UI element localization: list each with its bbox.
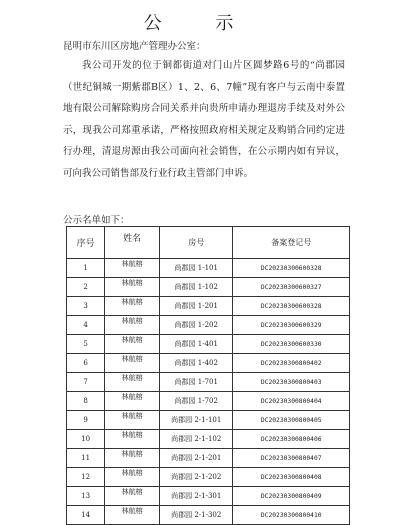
cell-seq: 4 xyxy=(67,316,105,335)
header-name: 姓名 xyxy=(105,227,160,259)
cell-seq: 11 xyxy=(67,449,105,468)
page-title: 公 示 xyxy=(143,13,258,34)
table-row xyxy=(67,487,350,506)
cell-room: 尚郡园 1-102 xyxy=(160,278,233,297)
cell-name: 林航榕 xyxy=(105,297,160,316)
cell-reg: DC20230300600328 xyxy=(233,259,350,278)
header-room: 房号 xyxy=(160,227,233,259)
cell-seq: 14 xyxy=(67,506,105,525)
cell-name: 林航榕 xyxy=(105,449,160,468)
cell-room: 尚郡园 2-1-101 xyxy=(160,411,233,430)
cell-room: 尚郡园 2-1-202 xyxy=(160,468,233,487)
cell-reg: DC20230300800406 xyxy=(233,430,350,449)
cell-seq: 1 xyxy=(67,259,105,278)
cell-room: 尚郡园 1-201 xyxy=(160,297,233,316)
table-body xyxy=(67,259,350,525)
cell-reg: DC20230300800402 xyxy=(233,354,350,373)
cell-name: 林航榕 xyxy=(105,430,160,449)
table-row xyxy=(67,335,350,354)
table-row xyxy=(67,430,350,449)
notice-body: 我公司开发的位于铜都街道对门山片区圆梦路6号的“尚郡园（世纪铜城一期紫郡B区）1、2、6、7幢”现有客户与云南中泰置地有限公司解除购房合同关系并向贵所申请办理退房手续及对外公示，现我公司郑重承诺，严格按照政府相关规定及购销合同约定进行办理，清退房源由我公司面向社会销售，在公示期内如有异议，可向我公司销售部及行业行政主管部门申诉。 xyxy=(63,60,345,179)
cell-room: 尚郡园 1-402 xyxy=(160,354,233,373)
cell-reg: DC20230300800409 xyxy=(233,487,350,506)
cell-seq: 6 xyxy=(67,354,105,373)
cell-reg: DC20230300600330 xyxy=(233,335,350,354)
cell-reg: DC20230300800408 xyxy=(233,468,350,487)
cell-name: 林航榕 xyxy=(105,487,160,506)
table-row xyxy=(67,411,350,430)
cell-seq: 9 xyxy=(67,411,105,430)
table-row xyxy=(67,449,350,468)
cell-reg: DC20230300800403 xyxy=(233,373,350,392)
cell-room: 尚郡园 2-1-102 xyxy=(160,430,233,449)
cell-seq: 7 xyxy=(67,373,105,392)
cell-reg: DC20230300800404 xyxy=(233,392,350,411)
cell-reg: DC20230300800405 xyxy=(233,411,350,430)
header-seq: 序号 xyxy=(67,227,105,259)
cell-name: 林航榕 xyxy=(105,354,160,373)
cell-seq: 2 xyxy=(67,278,105,297)
table-header-row xyxy=(67,227,350,259)
table-row xyxy=(67,278,350,297)
cell-room: 尚郡园 2-1-302 xyxy=(160,506,233,525)
table-row xyxy=(67,373,350,392)
header-reg: 备案登记号 xyxy=(233,227,350,259)
cell-room: 尚郡园 1-701 xyxy=(160,373,233,392)
cell-seq: 13 xyxy=(67,487,105,506)
cell-room: 尚郡园 1-401 xyxy=(160,335,233,354)
cell-room: 尚郡园 1-101 xyxy=(160,259,233,278)
notice-table xyxy=(66,226,350,525)
cell-name: 林航榕 xyxy=(105,335,160,354)
table-row xyxy=(67,297,350,316)
cell-reg: DC20230300800407 xyxy=(233,449,350,468)
cell-name: 林航榕 xyxy=(105,392,160,411)
cell-name: 林航榕 xyxy=(105,411,160,430)
cell-reg: DC20230300600327 xyxy=(233,278,350,297)
cell-room: 尚郡园 2-1-201 xyxy=(160,449,233,468)
addressee: 昆明市东川区房地产管理办公室： xyxy=(63,41,206,52)
cell-name: 林航榕 xyxy=(105,259,160,278)
cell-name: 林航榕 xyxy=(105,316,160,335)
cell-reg: DC20230300600328 xyxy=(233,297,350,316)
cell-reg: DC20230300800410 xyxy=(233,506,350,525)
table-row xyxy=(67,506,350,525)
table-row xyxy=(67,316,350,335)
list-title: 公示名单如下： xyxy=(63,215,130,226)
cell-name: 林航榕 xyxy=(105,468,160,487)
table-row xyxy=(67,468,350,487)
cell-seq: 10 xyxy=(67,430,105,449)
cell-seq: 8 xyxy=(67,392,105,411)
table-row xyxy=(67,354,350,373)
cell-seq: 12 xyxy=(67,468,105,487)
cell-room: 尚郡园 2-1-301 xyxy=(160,487,233,506)
cell-reg: DC20230300600329 xyxy=(233,316,350,335)
cell-room: 尚郡园 1-202 xyxy=(160,316,233,335)
cell-name: 林航榕 xyxy=(105,506,160,525)
cell-name: 林航榕 xyxy=(105,278,160,297)
cell-seq: 3 xyxy=(67,297,105,316)
table-row xyxy=(67,259,350,278)
cell-room: 尚郡园 1-702 xyxy=(160,392,233,411)
cell-name: 林航榕 xyxy=(105,373,160,392)
cell-seq: 5 xyxy=(67,335,105,354)
table-row xyxy=(67,392,350,411)
